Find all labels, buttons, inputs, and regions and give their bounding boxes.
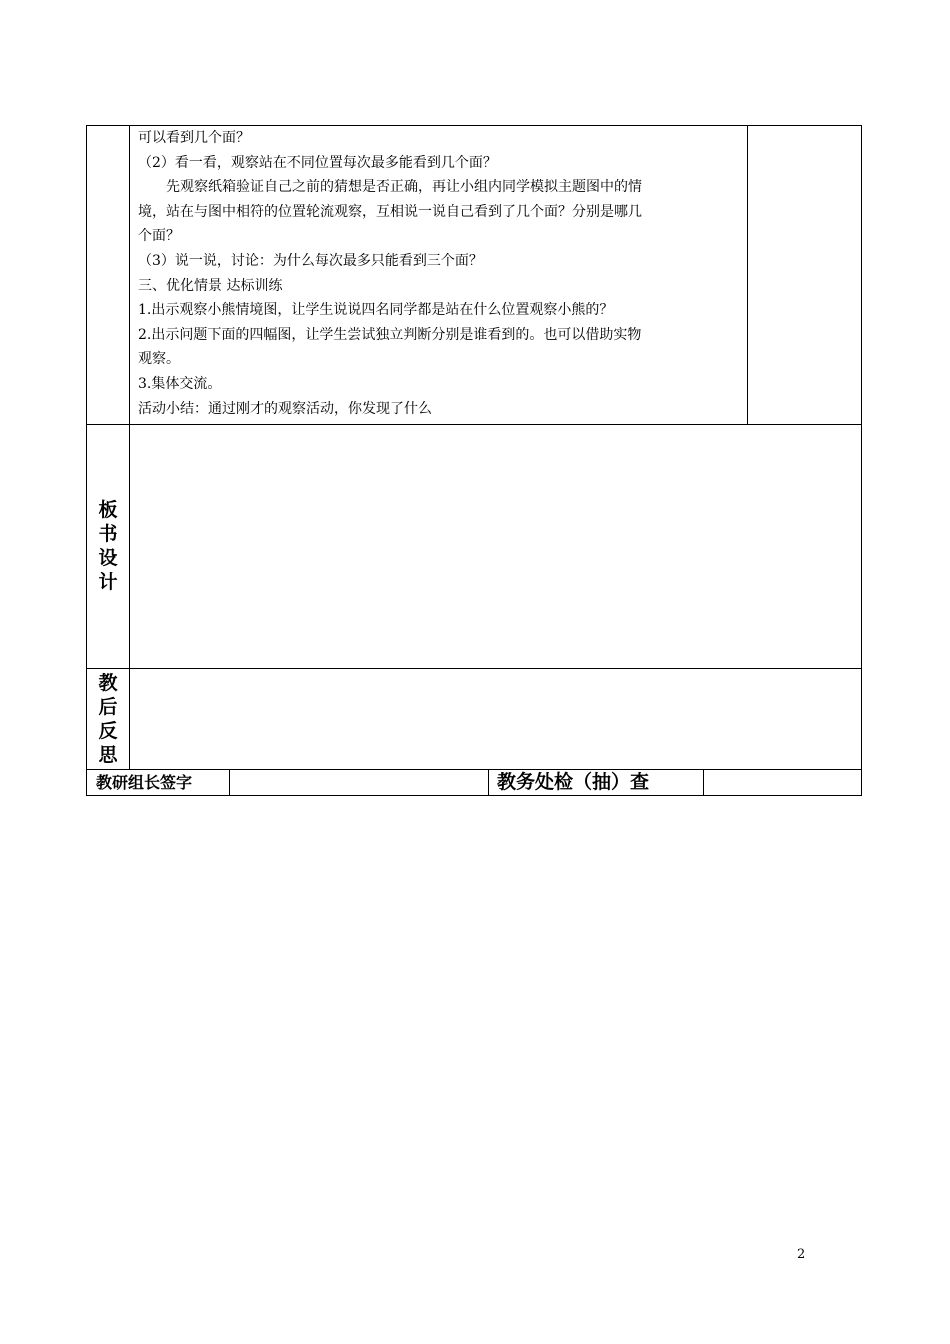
text-line: 活动小结：通过刚才的观察活动，你发现了什么 (138, 400, 432, 417)
reflection-label-char: 思 (98, 744, 118, 766)
table-border-bottom (86, 795, 862, 796)
text-line: 3.集体交流。 (138, 376, 222, 392)
text-line: 2.出示问题下面的四幅图，让学生尝试独立判断分别是谁看到的。也可以借助实物 (138, 326, 642, 343)
footer-divider-3 (703, 769, 704, 796)
board-design-label-char: 板 (98, 499, 118, 521)
board-design-label-char: 设 (98, 547, 118, 569)
reflection-label-char: 后 (98, 696, 118, 718)
table-border-right (861, 125, 862, 796)
text-line: 三、优化情景 达标训练 (138, 277, 283, 294)
office-check-label: 教务处检（抽）查 (497, 771, 650, 793)
text-line: 先观察纸箱验证自己之前的猜想是否正确，再让小组内同学模拟主题图中的情 (138, 179, 642, 196)
row-divider-2 (86, 668, 862, 669)
leader-signature-field[interactable] (231, 771, 487, 794)
board-design-label (88, 498, 128, 594)
text-line: 可以看到几个面？ (138, 130, 250, 146)
reflection-content[interactable] (131, 670, 860, 768)
footer-divider-2 (488, 769, 489, 796)
table-border-left (86, 125, 87, 796)
reflection-label-char: 反 (98, 720, 118, 742)
page-number: 2 (797, 1247, 806, 1262)
text-line: 观察。 (138, 351, 180, 368)
text-line: （2）看一看，观察站在不同位置每次最多能看到几个面？ (138, 154, 497, 171)
board-design-label-char: 计 (98, 571, 118, 593)
reflection-label (88, 671, 128, 767)
reflection-label-char: 教 (98, 672, 118, 694)
footer-divider-1 (229, 769, 230, 796)
text-line: 境，站在与图中相符的位置轮流观察，互相说一说自己看到了几个面？分别是哪几 (138, 203, 642, 220)
notes-column-divider (747, 125, 748, 425)
text-line: 1.出示观察小熊情境图，让学生说说四名同学都是站在什么位置观察小熊的？ (138, 302, 614, 319)
office-check-field[interactable] (705, 771, 860, 794)
board-design-content[interactable] (131, 426, 860, 667)
text-line: 个面？ (138, 228, 180, 245)
leader-signature-label: 教研组长签字 (96, 773, 193, 792)
board-design-label-char: 书 (98, 523, 118, 545)
text-line: （3）说一说，讨论：为什么每次最多只能看到三个面？ (138, 253, 483, 269)
label-column-divider (129, 125, 130, 769)
row-divider-1 (86, 424, 862, 425)
row-divider-3 (86, 769, 862, 770)
